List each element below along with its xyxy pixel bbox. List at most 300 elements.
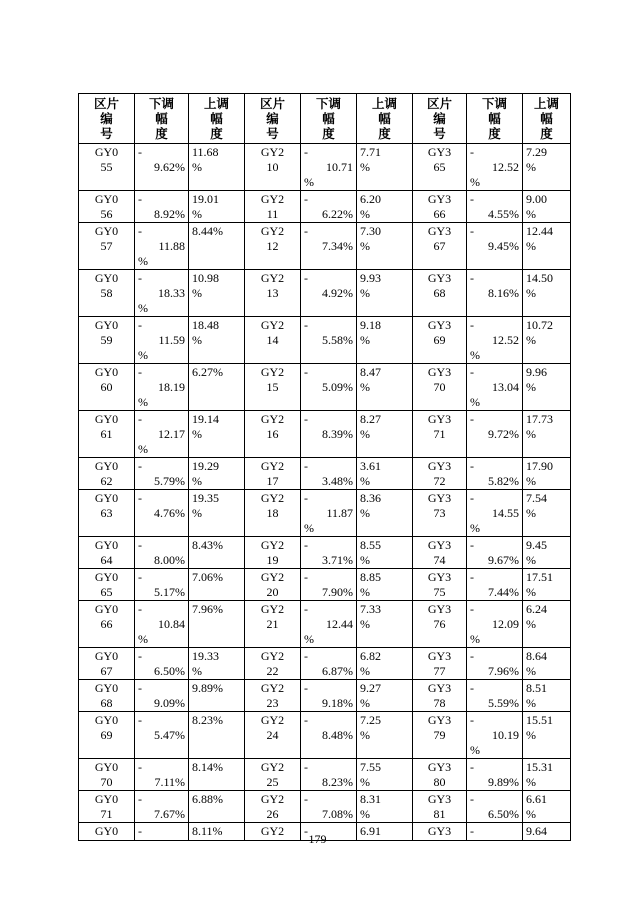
value-text: 5.47%	[154, 728, 185, 742]
downward-range-cell	[301, 569, 357, 601]
table-row	[79, 270, 571, 317]
value-text: GY0	[94, 538, 119, 552]
unit-text: %	[526, 207, 536, 221]
value-text: GY2	[260, 570, 285, 584]
unit-text: 60	[100, 380, 113, 394]
zone-id-cell	[413, 601, 467, 648]
zone-id-cell	[413, 411, 467, 458]
upward-range-cell	[523, 458, 571, 490]
minus-sign: -	[470, 570, 474, 584]
value-text: 8.92%	[154, 207, 185, 221]
minus-sign: -	[138, 224, 142, 238]
value-text: GY2	[260, 681, 285, 695]
value-text: GY3	[427, 459, 452, 473]
zone-id-cell	[79, 223, 135, 270]
unit-text: 68	[433, 286, 446, 300]
upward-range-cell	[357, 144, 413, 191]
value-text: 9.67%	[488, 553, 519, 567]
zone-id-cell	[245, 648, 301, 680]
zone-id-cell	[245, 712, 301, 759]
zone-id-cell	[79, 191, 135, 223]
column-header-upward-range	[523, 94, 571, 144]
unit-text: %	[360, 207, 370, 221]
value-text: 7.33	[360, 602, 381, 616]
upward-range-cell	[523, 364, 571, 411]
value-text: 9.45	[526, 538, 547, 552]
minus-sign: -	[138, 412, 142, 426]
unit-text: 58	[100, 286, 113, 300]
minus-sign: -	[138, 824, 142, 838]
value-text: 3.71%	[322, 553, 353, 567]
unit-text: %	[360, 617, 370, 631]
value-text: 10.71	[326, 160, 353, 174]
minus-sign: -	[138, 602, 142, 616]
zone-id-cell	[413, 364, 467, 411]
value-text: 11.88	[158, 239, 185, 253]
value-text: 7.29	[526, 145, 547, 159]
unit-text: 15	[266, 380, 279, 394]
value-text: 9.62%	[154, 160, 185, 174]
upward-range-cell	[189, 759, 245, 791]
value-text: 5.82%	[488, 474, 519, 488]
unit-text: %	[526, 553, 536, 567]
unit-text: 14	[266, 333, 279, 347]
value-text: 11.87	[326, 506, 353, 520]
value-text: 19.14	[192, 412, 219, 426]
value-text: 9.93	[360, 271, 381, 285]
unit-text: 56	[100, 207, 113, 221]
table-row	[79, 317, 571, 364]
column-header-zone-id	[79, 94, 135, 144]
zone-id-cell	[245, 270, 301, 317]
upward-range-cell	[357, 569, 413, 601]
zone-id-cell	[245, 411, 301, 458]
unit-text: 21	[266, 617, 279, 631]
column-header-upward-range	[357, 94, 413, 144]
downward-range-cell	[135, 648, 189, 680]
value-text: GY3	[427, 792, 452, 806]
value-text: 6.82	[360, 649, 381, 663]
zone-id-cell	[245, 601, 301, 648]
table-row	[79, 537, 571, 569]
table-row	[79, 223, 571, 270]
unit-text: %	[526, 775, 536, 789]
upward-range-cell	[189, 791, 245, 823]
unit-text: %	[360, 585, 370, 599]
value-text: 8.55	[360, 538, 381, 552]
value-text: 8.39%	[322, 427, 353, 441]
zone-id-cell	[413, 791, 467, 823]
downward-range-cell	[301, 317, 357, 364]
upward-range-cell	[357, 601, 413, 648]
downward-range-cell	[301, 648, 357, 680]
downward-range-cell	[135, 458, 189, 490]
minus-sign: -	[304, 412, 308, 426]
upward-range-cell	[357, 791, 413, 823]
unit-text: 13	[266, 286, 279, 300]
downward-range-cell	[135, 411, 189, 458]
value-text: 9.72%	[488, 427, 519, 441]
value-text: GY3	[427, 824, 452, 838]
header-text-line: 幅	[210, 111, 223, 126]
zone-id-cell	[79, 601, 135, 648]
header-text-line: 度	[322, 126, 335, 141]
minus-sign: -	[470, 649, 474, 663]
upward-range-cell	[523, 317, 571, 364]
unit-text: %	[360, 239, 370, 253]
unit-text: 17	[266, 474, 279, 488]
value-text: GY3	[427, 570, 452, 584]
table-header-row	[79, 94, 571, 144]
unit-text: 10	[266, 160, 279, 174]
header-text-line: 上调	[371, 96, 397, 111]
value-text: 7.34%	[322, 239, 353, 253]
unit-text: %	[360, 160, 370, 174]
value-text: GY3	[427, 224, 452, 238]
downward-range-cell	[301, 144, 357, 191]
header-text-line: 编	[433, 111, 446, 126]
unit-text: %	[192, 160, 202, 174]
downward-range-cell	[135, 144, 189, 191]
unit-text: 80	[433, 775, 446, 789]
zone-id-cell	[79, 569, 135, 601]
zone-id-cell	[245, 759, 301, 791]
value-text: GY2	[260, 459, 285, 473]
downward-range-cell	[301, 411, 357, 458]
minus-sign: -	[470, 681, 474, 695]
zone-id-cell	[79, 759, 135, 791]
upward-range-cell	[189, 144, 245, 191]
value-text: GY3	[427, 713, 452, 727]
upward-range-cell	[523, 601, 571, 648]
value-text: 7.08%	[322, 807, 353, 821]
column-header-downward-range	[301, 94, 357, 144]
unit-text: 22	[266, 664, 279, 678]
upward-range-cell	[523, 223, 571, 270]
minus-sign: -	[138, 145, 142, 159]
header-text-line: 编	[266, 111, 279, 126]
upward-range-cell	[357, 712, 413, 759]
value-text: 7.44%	[488, 585, 519, 599]
unit-text: %	[304, 175, 314, 189]
unit-text: %	[138, 632, 148, 646]
zone-id-cell	[245, 490, 301, 537]
value-text: 6.24	[526, 602, 547, 616]
downward-range-cell	[135, 569, 189, 601]
zone-id-cell	[413, 144, 467, 191]
unit-text: %	[360, 696, 370, 710]
zone-id-cell	[79, 144, 135, 191]
zone-id-cell	[79, 648, 135, 680]
minus-sign: -	[470, 713, 474, 727]
downward-range-cell	[467, 601, 523, 648]
zone-id-cell	[245, 317, 301, 364]
value-text: GY3	[427, 412, 452, 426]
minus-sign: -	[304, 145, 308, 159]
unit-text: 69	[100, 728, 113, 742]
zone-id-cell	[413, 458, 467, 490]
value-text: GY0	[94, 760, 119, 774]
unit-text: %	[138, 254, 148, 268]
unit-text: %	[304, 632, 314, 646]
value-text: GY0	[94, 224, 119, 238]
value-text: 7.25	[360, 713, 381, 727]
zone-id-cell	[413, 712, 467, 759]
unit-text: %	[470, 743, 480, 757]
value-text: 7.54	[526, 491, 547, 505]
unit-text: 57	[100, 239, 113, 253]
unit-text: %	[360, 728, 370, 742]
upward-range-cell	[189, 490, 245, 537]
value-text: 8.31	[360, 792, 381, 806]
column-header-zone-id	[245, 94, 301, 144]
minus-sign: -	[138, 318, 142, 332]
value-text: 12.52	[492, 160, 519, 174]
header-text-line: 幅	[155, 111, 168, 126]
upward-range-cell	[523, 680, 571, 712]
minus-sign: -	[470, 760, 474, 774]
downward-range-cell	[467, 648, 523, 680]
downward-range-cell	[467, 144, 523, 191]
value-text: 18.19	[158, 380, 185, 394]
minus-sign: -	[138, 713, 142, 727]
value-text: 17.90	[526, 459, 553, 473]
value-text: 7.11%	[154, 775, 185, 789]
zone-id-cell	[79, 364, 135, 411]
zone-id-cell	[79, 490, 135, 537]
value-text: 6.91	[360, 824, 381, 838]
value-text: GY0	[94, 649, 119, 663]
zone-id-cell	[245, 223, 301, 270]
unit-text: 79	[433, 728, 446, 742]
minus-sign: -	[304, 570, 308, 584]
value-text: GY2	[260, 824, 285, 838]
unit-text: %	[470, 175, 480, 189]
zone-id-cell	[245, 144, 301, 191]
header-text-line: 区片	[259, 96, 285, 111]
value-text: 12.44	[326, 617, 353, 631]
upward-range-cell	[523, 270, 571, 317]
value-text: 17.51	[526, 570, 553, 584]
value-text: 14.50	[526, 271, 553, 285]
value-text: 8.47	[360, 365, 381, 379]
downward-range-cell	[467, 490, 523, 537]
header-text-line: 号	[100, 126, 113, 141]
value-text: 19.29	[192, 459, 219, 473]
table-row	[79, 791, 571, 823]
upward-range-cell	[189, 411, 245, 458]
upward-range-cell	[189, 537, 245, 569]
downward-range-cell	[301, 680, 357, 712]
value-text: 18.48	[192, 318, 219, 332]
header-text-line: 幅	[378, 111, 391, 126]
upward-range-cell	[523, 759, 571, 791]
table-row	[79, 680, 571, 712]
minus-sign: -	[138, 491, 142, 505]
value-text: 9.96	[526, 365, 547, 379]
unit-text: 66	[433, 207, 446, 221]
unit-text: %	[360, 775, 370, 789]
value-text: GY2	[260, 760, 285, 774]
unit-text: 70	[100, 775, 113, 789]
minus-sign: -	[304, 760, 308, 774]
zone-id-cell	[245, 680, 301, 712]
upward-range-cell	[357, 648, 413, 680]
upward-range-cell	[523, 191, 571, 223]
minus-sign: -	[304, 602, 308, 616]
value-text: 9.64	[526, 824, 547, 838]
value-text: 19.01	[192, 192, 219, 206]
minus-sign: -	[470, 145, 474, 159]
downward-range-cell	[467, 364, 523, 411]
minus-sign: -	[304, 649, 308, 663]
minus-sign: -	[470, 318, 474, 332]
value-text: GY3	[427, 271, 452, 285]
minus-sign: -	[470, 459, 474, 473]
zone-id-cell	[413, 680, 467, 712]
upward-range-cell	[189, 569, 245, 601]
value-text: GY3	[427, 318, 452, 332]
unit-text: %	[192, 427, 202, 441]
unit-text: 18	[266, 506, 279, 520]
unit-text: 72	[433, 474, 446, 488]
zone-id-cell	[413, 537, 467, 569]
unit-text: %	[138, 348, 148, 362]
zone-id-cell	[245, 791, 301, 823]
minus-sign: -	[304, 365, 308, 379]
header-text-line: 下调	[481, 96, 507, 111]
unit-text: %	[360, 427, 370, 441]
downward-range-cell	[135, 270, 189, 317]
minus-sign: -	[470, 192, 474, 206]
unit-text: 24	[266, 728, 279, 742]
zone-id-cell	[79, 791, 135, 823]
header-text-line: 号	[266, 126, 279, 141]
minus-sign: -	[138, 192, 142, 206]
unit-text: 20	[266, 585, 279, 599]
downward-range-cell	[467, 537, 523, 569]
downward-range-cell	[467, 270, 523, 317]
table-row	[79, 364, 571, 411]
unit-text: 11	[266, 207, 279, 221]
minus-sign: -	[304, 681, 308, 695]
table-row	[79, 569, 571, 601]
value-text: 13.04	[492, 380, 519, 394]
value-text: GY3	[427, 760, 452, 774]
header-text-line: 度	[155, 126, 168, 141]
value-text: 7.90%	[322, 585, 353, 599]
minus-sign: -	[470, 271, 474, 285]
value-text: 8.16%	[488, 286, 519, 300]
unit-text: 81	[433, 807, 446, 821]
header-text-line: 度	[488, 126, 501, 141]
unit-text: %	[526, 160, 536, 174]
unit-text: 16	[266, 427, 279, 441]
unit-text: %	[360, 553, 370, 567]
zone-id-cell	[413, 648, 467, 680]
unit-text: 12	[266, 239, 279, 253]
minus-sign: -	[304, 459, 308, 473]
table-row	[79, 144, 571, 191]
upward-range-cell	[523, 569, 571, 601]
value-text: 6.27%	[192, 365, 223, 379]
value-text: 15.31	[526, 760, 553, 774]
unit-text: 74	[433, 553, 446, 567]
column-header-downward-range	[467, 94, 523, 144]
minus-sign: -	[138, 649, 142, 663]
unit-text: %	[360, 333, 370, 347]
value-text: GY0	[94, 271, 119, 285]
table-row	[79, 411, 571, 458]
downward-range-cell	[301, 537, 357, 569]
upward-range-cell	[189, 317, 245, 364]
value-text: GY2	[260, 713, 285, 727]
upward-range-cell	[523, 712, 571, 759]
downward-range-cell	[135, 490, 189, 537]
zone-id-cell	[413, 223, 467, 270]
value-text: GY3	[427, 192, 452, 206]
value-text: 7.55	[360, 760, 381, 774]
header-text-line: 区片	[93, 96, 119, 111]
upward-range-cell	[189, 223, 245, 270]
value-text: GY2	[260, 491, 285, 505]
upward-range-cell	[357, 411, 413, 458]
value-text: 8.14%	[192, 760, 223, 774]
value-text: 8.00%	[154, 553, 185, 567]
value-text: 15.51	[526, 713, 553, 727]
upward-range-cell	[189, 270, 245, 317]
value-text: GY3	[427, 145, 452, 159]
value-text: 7.06%	[192, 570, 223, 584]
downward-range-cell	[467, 712, 523, 759]
downward-range-cell	[301, 601, 357, 648]
minus-sign: -	[470, 602, 474, 616]
unit-text: %	[138, 301, 148, 315]
upward-range-cell	[357, 317, 413, 364]
unit-text: 68	[100, 696, 113, 710]
minus-sign: -	[304, 491, 308, 505]
minus-sign: -	[138, 365, 142, 379]
value-text: GY0	[94, 459, 119, 473]
minus-sign: -	[470, 792, 474, 806]
value-text: GY2	[260, 538, 285, 552]
unit-text: 71	[433, 427, 446, 441]
unit-text: 64	[100, 553, 113, 567]
downward-range-cell	[135, 364, 189, 411]
column-header-downward-range	[135, 94, 189, 144]
upward-range-cell	[189, 648, 245, 680]
unit-text: 59	[100, 333, 113, 347]
header-text-line: 幅	[540, 111, 553, 126]
unit-text: 67	[100, 664, 113, 678]
minus-sign: -	[470, 824, 474, 838]
value-text: GY2	[260, 649, 285, 663]
unit-text: 19	[266, 553, 279, 567]
upward-range-cell	[357, 490, 413, 537]
downward-range-cell	[135, 601, 189, 648]
upward-range-cell	[523, 537, 571, 569]
unit-text: %	[526, 728, 536, 742]
value-text: 19.33	[192, 649, 219, 663]
zone-id-cell	[79, 411, 135, 458]
upward-range-cell	[523, 648, 571, 680]
upward-range-cell	[189, 680, 245, 712]
value-text: GY0	[94, 145, 119, 159]
unit-text: 75	[433, 585, 446, 599]
upward-range-cell	[189, 712, 245, 759]
unit-text: 62	[100, 474, 113, 488]
upward-range-cell	[189, 191, 245, 223]
